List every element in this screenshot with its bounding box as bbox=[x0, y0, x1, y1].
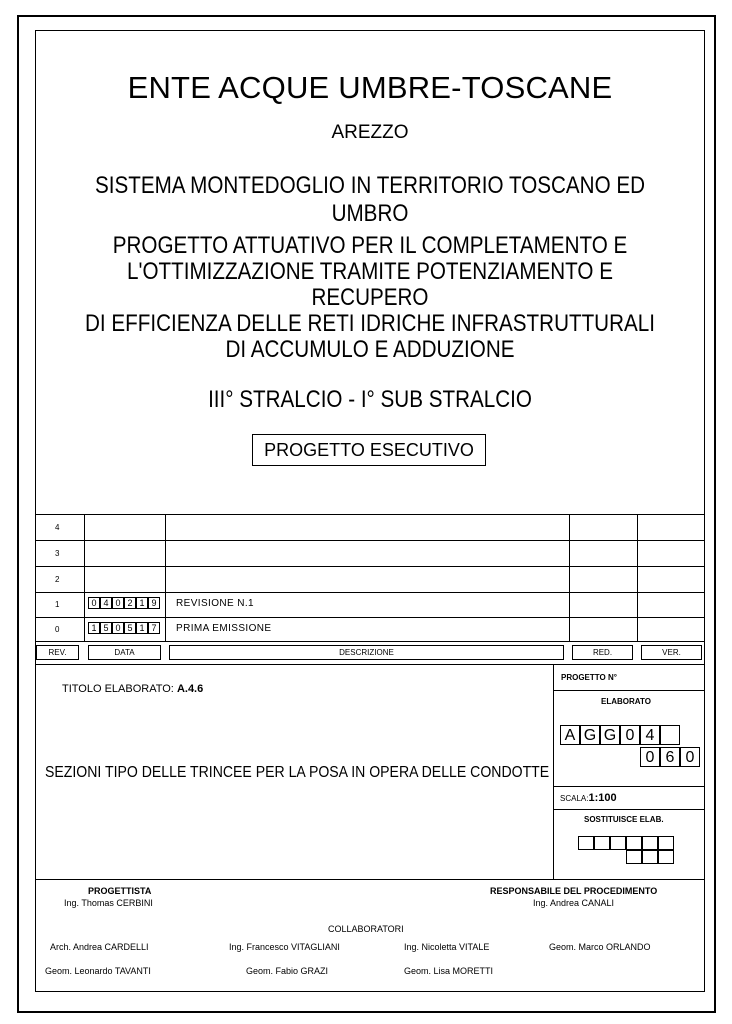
code-cell: 0 bbox=[640, 747, 660, 767]
code-cell: G bbox=[600, 725, 620, 745]
divider bbox=[84, 514, 85, 641]
rev-number: 2 bbox=[55, 575, 60, 584]
divider bbox=[35, 514, 705, 515]
divider bbox=[35, 566, 705, 567]
empty-cell bbox=[658, 850, 674, 864]
project-line: DI ACCUMULO E ADDUZIONE bbox=[225, 336, 515, 363]
empty-cell bbox=[658, 836, 674, 850]
date-digit: 2 bbox=[124, 597, 136, 609]
divider bbox=[553, 809, 705, 810]
collaborator-name: Ing. Francesco VITAGLIANI bbox=[229, 942, 340, 952]
empty-cell bbox=[642, 836, 658, 850]
stralcio-title: III° STRALCIO - I° SUB STRALCIO bbox=[208, 386, 532, 413]
date-digit: 1 bbox=[88, 622, 100, 634]
rev-description: REVISIONE N.1 bbox=[176, 598, 254, 609]
code-cell: A bbox=[560, 725, 580, 745]
date-digit: 1 bbox=[136, 622, 148, 634]
title-label-group bbox=[62, 683, 203, 695]
divider bbox=[165, 514, 166, 641]
code-cell: G bbox=[580, 725, 600, 745]
rev-number: 3 bbox=[55, 549, 60, 558]
drawing-subject: SEZIONI TIPO DELLE TRINCEE PER LA POSA IN OPERA DELLE CONDOTTE bbox=[45, 764, 550, 781]
header-date: DATA bbox=[88, 645, 161, 660]
rup-name: Ing. Andrea CANALI bbox=[533, 898, 615, 908]
scala-group bbox=[560, 792, 617, 804]
date-digit: 4 bbox=[100, 597, 112, 609]
divider bbox=[553, 664, 554, 879]
code-cell: 6 bbox=[660, 747, 680, 767]
divider bbox=[637, 514, 638, 641]
elaborato-label: ELABORATO bbox=[601, 697, 651, 706]
divider bbox=[35, 592, 705, 593]
date-digit: 1 bbox=[136, 597, 148, 609]
divider bbox=[569, 514, 570, 641]
date-digit: 0 bbox=[112, 622, 124, 634]
collaborator-name: Geom. Fabio GRAZI bbox=[246, 966, 329, 976]
divider bbox=[553, 786, 705, 787]
header-ver: VER. bbox=[641, 645, 702, 660]
rev-number: 0 bbox=[55, 625, 60, 634]
date-digit: 9 bbox=[148, 597, 160, 609]
collaborator-name: Ing. Nicoletta VITALE bbox=[404, 942, 490, 952]
rev-description: PRIMA EMISSIONE bbox=[176, 623, 272, 634]
empty-cell bbox=[610, 836, 626, 850]
project-title bbox=[82, 233, 658, 363]
date-digit: 5 bbox=[124, 622, 136, 634]
divider bbox=[35, 617, 705, 618]
header-red: RED. bbox=[572, 645, 633, 660]
system-title: SISTEMA MONTEDOGLIO IN TERRITORIO TOSCANO ED UMBRO bbox=[94, 172, 646, 227]
divider bbox=[35, 641, 705, 642]
empty-cell bbox=[642, 850, 658, 864]
project-line: PROGETTO ATTUATIVO PER IL COMPLETAMENTO E bbox=[112, 232, 628, 259]
collaborator-name: Geom. Leonardo TAVANTI bbox=[45, 966, 151, 976]
empty-cell bbox=[578, 836, 594, 850]
divider bbox=[35, 664, 705, 665]
date-digit: 0 bbox=[112, 597, 124, 609]
code-cell: 4 bbox=[640, 725, 660, 745]
scala-value: 1:100 bbox=[588, 792, 617, 804]
progetto-label: PROGETTO N° bbox=[561, 673, 617, 682]
collaborator-name: Geom. Lisa MORETTI bbox=[404, 966, 494, 976]
code-cell bbox=[660, 725, 680, 745]
entity-title: ENTE ACQUE UMBRE-TOSCANE bbox=[127, 70, 613, 105]
project-line: L'OTTIMIZZAZIONE TRAMITE POTENZIAMENTO E RECUPERO bbox=[127, 258, 613, 311]
code-cell: 0 bbox=[680, 747, 700, 767]
city-title: AREZZO bbox=[331, 122, 409, 143]
project-line: DI EFFICIENZA DELLE RETI IDRICHE INFRASTRUTTURALI bbox=[85, 310, 655, 337]
date-digit: 7 bbox=[148, 622, 160, 634]
rup-label: RESPONSABILE DEL PROCEDIMENTO bbox=[490, 886, 658, 896]
divider bbox=[553, 690, 705, 691]
header-description: DESCRIZIONE bbox=[169, 645, 564, 660]
code-cell: 0 bbox=[620, 725, 640, 745]
date-digit: 5 bbox=[100, 622, 112, 634]
progettista-label: PROGETTISTA bbox=[88, 886, 152, 896]
header-rev: REV. bbox=[36, 645, 79, 660]
collaborator-name: Arch. Andrea CARDELLI bbox=[50, 942, 149, 952]
phase-box: PROGETTO ESECUTIVO bbox=[252, 434, 486, 466]
progettista-name: Ing. Thomas CERBINI bbox=[64, 898, 153, 908]
rev-number: 1 bbox=[55, 600, 60, 609]
title-code: A.4.6 bbox=[176, 683, 204, 695]
sostituisce-label: SOSTITUISCE ELAB. bbox=[584, 815, 664, 824]
divider bbox=[35, 540, 705, 541]
divider bbox=[35, 879, 705, 880]
title-label: TITOLO ELABORATO: bbox=[62, 683, 174, 695]
collaboratori-label: COLLABORATORI bbox=[328, 924, 404, 934]
empty-cell bbox=[626, 836, 642, 850]
empty-cell bbox=[594, 836, 610, 850]
date-digit: 0 bbox=[88, 597, 100, 609]
empty-cell bbox=[626, 850, 642, 864]
rev-number: 4 bbox=[55, 523, 60, 532]
scala-label: SCALA: bbox=[560, 794, 589, 803]
collaborator-name: Geom. Marco ORLANDO bbox=[549, 942, 651, 952]
